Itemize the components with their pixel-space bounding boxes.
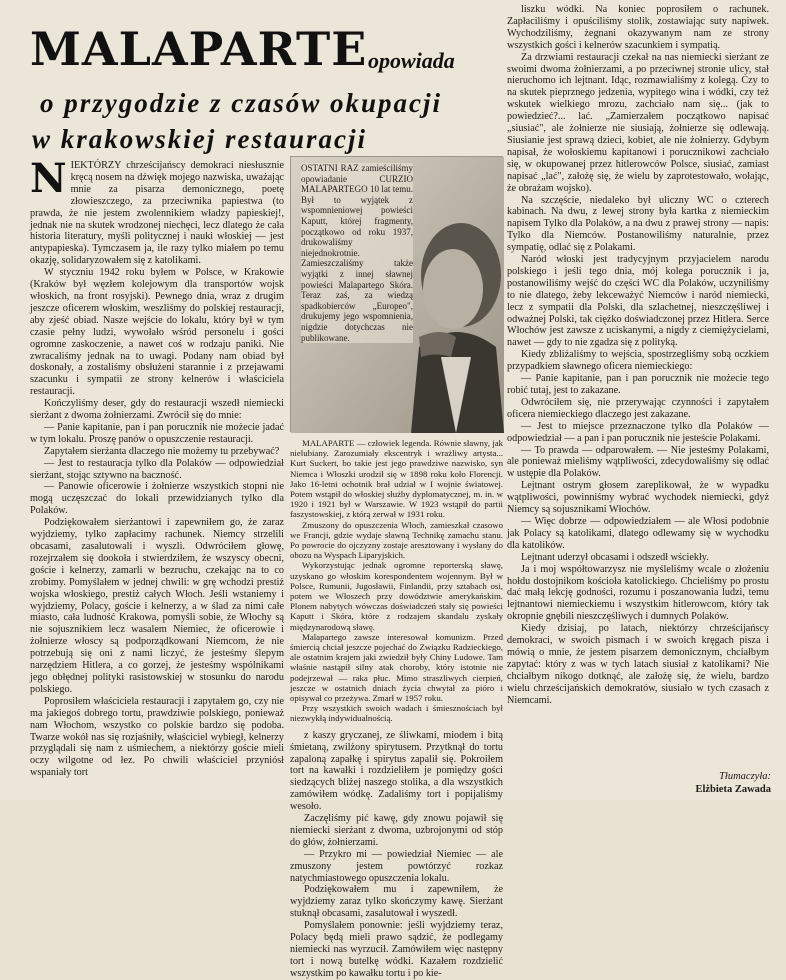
left-paragraphs bbox=[30, 267, 284, 779]
paragraph: — Więc dobrze — odpowiedziałem — ale Włosi podobnie jak Polacy są katolikami, dlatego odlewamy się w wychodku dla katolików. bbox=[507, 515, 769, 551]
left-column bbox=[30, 155, 284, 798]
paragraph: Podziękowałem sierżantowi i zapewniłem go, że zaraz wyjdziemy, tylko zapłacimy rachunek. Niemcy strzelili obcasami, zasalutowali i wyszli. Odwróciłem głowę, rozejrzałem się dookoła i stwierdziłem, że wszyscy obecni, goście i kelnerzy, zamarli w bezruchu, czekając na to co zrobimy. Pomyślałem w jednej chwili: w grę wchodzi prestiż wojska włoskiego, prestiż całych Włoch. Jeśli wstaniemy i wyjdziemy, Polacy, goście i kelnerzy, a w ślad za nimi całe miasto, cała ludność Krakowa, pomyśli sobie, że Włochy są nie sojusznikiem lecz wasalem Niemiec, że oficerowie i żołnierze włoscy są podporządkowani Niemcom, że nie potrzebują się oni z nami liczyć, że jesteśmy ślepym narzędziem Hitlera, a co gorzej, że jesteśmy wspólnikami jego obłędnej polityki rasistowskiej w stosunku do narodu polskiego. bbox=[30, 517, 284, 695]
headline-author: MALAPARTE bbox=[30, 22, 368, 76]
author-bio bbox=[290, 438, 503, 724]
author-photo bbox=[290, 156, 503, 432]
paragraph: liszku wódki. Na koniec poprosiłem o rachunek. Zapłaciliśmy i opuściliśmy stolik, zostawiając suty napiwek. Wychodziliśmy, żegnani okazywanym nam ze strony wszystkich gości i kelnerów szacunkiem i sympatią. bbox=[507, 4, 769, 51]
paragraph: Podziękowałem mu i zapewniłem, że wyjdziemy zaraz tylko skończymy kawę. Sierżant stuknął obcasami, zasalutował i wyszedł. bbox=[290, 884, 503, 920]
paragraph: Za drzwiami restauracji czekał na nas niemiecki sierżant ze swoimi dwoma żołnierzami, a po przeciwnej stronie ulicy, stał nieruchomo ich lejtnant. Idąc, rozmawialiśmy z kolegą. Czy to na skutek pieprznego jedzenia, wypitego wina i wódki, czy też wskutek wielkiego mrozu, zachciało nam się... (jak to powiedzieć?... lać. „Zamierzałem początkowo napisać „siusiać", ale żołnierze nie siusiają, żołnierze się odlewają. Siusianie jest sprawą dzieci, kobiet, ale nie żołnierzy. Gdybym napisał, że wołoskiemu kapitanowi i porucznikowi zachciało się, w okupowanej przez hitlerowców Polsce, siusiać, zamiast napisać „lać", założę się, że wielu by zaprotestowało, wołając, że obrażam wojsko). bbox=[507, 51, 769, 194]
paragraph: Zaczęliśmy pić kawę, gdy znowu pojawił się niemiecki sierżant z dwoma, uzbrojonymi od stóp do głów, żołnierzami. bbox=[290, 813, 503, 848]
middle-paragraphs bbox=[290, 730, 503, 980]
paragraph: — Jest to restauracja tylko dla Polaków — odpowiedział sierżant, stojąc sztywno na baczność. bbox=[30, 457, 284, 481]
paragraph: Kiedy zbliżaliśmy to wejścia, spostrzegliśmy sobą oczkiem przypadkiem sławnego oficera niemieckiego: bbox=[507, 349, 769, 373]
paragraph: — Panie kapitanie, pan i pan porucznik nie możecie tego robić tutaj, jest to zakazane. bbox=[507, 373, 769, 396]
paragraph: — To prawda — odparowałem. — Nie jesteśmy Polakami, ale ponieważ mieliśmy wątpliwości, zdecydowaliśmy się odlać w ustępie dla Polaków. bbox=[507, 444, 769, 480]
paragraph: Odwróciłem się, nie przerywając czynności i zapytałem oficera niemieckiego dlaczego jest zakazane. bbox=[507, 396, 769, 420]
paragraph: — Panie kapitanie, pan i pan porucznik nie możecie jadać w tym lokalu. Proszę panów o opuszczenie restauracji. bbox=[30, 421, 284, 445]
paragraph: Pomyślałem ponownie: jeśli wyjdziemy teraz, Polacy będą mieli prawo sądzić, że podlegamy niemiecki nas wyrzucił. Zamówiłem więc następny tort i nową butelkę wódki. Kazałem rozdzielić wszystkim po kawałku tortu i po kie- bbox=[290, 920, 503, 979]
headline-line-2: o przygodzie z czasów okupacji bbox=[40, 88, 443, 118]
paragraph: — Jest to miejsce przeznaczone tylko dla Polaków — odpowiedział — a pan i pan porucznik nie jesteście Polakami. bbox=[507, 420, 769, 444]
opening-paragraph bbox=[30, 155, 284, 267]
translator-credit bbox=[655, 770, 771, 796]
bio-paragraph: Przy wszystkich swoich wadach i śmiesznościach był niezwykłą indywidualnością. bbox=[290, 703, 503, 724]
right-column bbox=[507, 4, 769, 798]
paragraph: — Panowie oficerowie i żołnierze wszystkich stopni nie mogą uczęszczać do lokali przewidzianych tylko dla Polaków. bbox=[30, 481, 284, 517]
paragraph: Na szczęście, niedaleko był uliczny WC o czterech kabinach. Na dwu, z lewej strony była kartka z niemieckim napisem Tylko dla Polaków, a na dwu z prawej strony — napis: Tylko dla Niemców. Postanowiliśmy naturalnie, przez sympatię, odlać się z Polakami. bbox=[507, 194, 769, 254]
bio-paragraph: MALAPARTE — człowiek legenda. Równie sławny, jak nielubiany. Zarozumiały ekscentryk i wrażliwy artysta... Kurt Suckert, bo takie jest jego prawdziwe nazwisko, syn Niemca i Włoszki urodził się w 1898 roku koło Florencji. Jako 16-letni ochotnik brał udział w I wojnie światowej. Potem wstąpił do włoskiej służby dyplomatycznej, m. in. w 1920 i 1921 był w Warszawie. W 1923 wstąpił do partii faszystowskiej, z którą zerwał w 1931 roku. bbox=[290, 438, 503, 520]
middle-column bbox=[290, 156, 503, 979]
bio-paragraph: Zmuszony do opuszczenia Włoch, zamieszkał czasowo we Francji, gdzie wydaje sławną Technikę zamachu stanu. Po powrocie do ojczyzny zostaje aresztowany i wysłany do obozu na Wyspach Liparyjskich. bbox=[290, 519, 503, 561]
photo-caption: OSTATNI RAZ zamieściliśmy opowiadanie CURZIO MALAPARTEGO 10 lat temu. Był to wyjątek z wspomnieniowej powieści Kaputt, której fragmenty, początkowo od roku 1937, drukowaliśmy niejednokrotnie. Zamieszczaliśmy także wyjątki z innej sławnej powieści Malapartego Skóra. Teraz zaś, za wiedzą spadkobierców „Europeo", drukujemy jego wspomnienia, nigdzie dotychczas nie publikowane. bbox=[301, 163, 413, 343]
bio-paragraph: Wykorzystując jednak ogromne reporterską sławę, uzyskano go włoskim korespondentem wojennym. Był w Polsce, Rumunii, Jugosławii, Finlandii, przy sztabach osi, potem we Włoszech przy dowództwie amerykańskim. Plonem nabytych wówczas doświadczeń stały się powieści Kaputt i Skóra, które z rodzajem skandalu zyskały międzynarodową sławę. bbox=[290, 560, 503, 632]
paragraph: Lejtnant uderzył obcasami i odszedł wściekły. bbox=[521, 551, 709, 563]
headline-verb: opowiada bbox=[368, 48, 455, 73]
paragraph: Kończyliśmy deser, gdy do restauracji wszedł niemiecki sierżant z dwoma żołnierzami. Zwrócił się do mnie: bbox=[30, 398, 284, 422]
translator-label: Tłumaczyła: bbox=[719, 771, 771, 782]
paragraph: Kiedy dzisiaj, po latach, niektórzy chrześcijańscy demokraci, w swoich pismach i w swoich kręgach pisza i mówią o mnie, że jestem pisarzem demonicznym, chciałbym zapytać: który z was w tych latach siusiał z katolikami? Nie chciałbym nikogo dotknąć, ale założę się, że wielu, bardzo wielu chrześcijańskich demokratów, siusiało w tych czasach z Niemcami. bbox=[507, 623, 769, 706]
paragraph: Naród włoski jest tradycyjnym przyjacielem narodu polskiego i jeśli tego dnia, mój kolega porucznik i ja, postanowiliśmy wejść do części WC dla Polaków, uczyniliśmy to nie dlatego, żeby lekceważyć Niemców i naród niemiecki, lecz z sympatii dla Polski, dla szlachetnej, nieszczęśliwej i odważnej Polski, tak ciężko doświadczonej przez Hitlera. Serce Włochów jest zawsze z uciskanymi, a nigdy z ciemiężycielami, nawet — gdy to nie zgadza się z polityką. bbox=[507, 254, 769, 349]
translator-name: Elżbieta Zawada bbox=[695, 784, 771, 795]
paragraph: — Przykro mi — powiedział Niemiec — ale zmuszony jestem powtórzyć rozkaz natychmiastowego opuszczenia lokalu. bbox=[290, 848, 503, 884]
headline-line-3: w krakowskiej restauracji bbox=[32, 124, 368, 154]
paragraph: z kaszy gryczanej, ze śliwkami, miodem i bitą śmietaną, zwilżony spirytusem. Przytknął do tortu zapaloną zapałkę i spirytus zapalił się. Pokroiłem tort na kawałki i rozdzieliłem je pomiędzy gości siedzących bliżej naszego stolika, a dla wszystkich zamówiłem wódkę. Zadaliśmy tort i popijaliśmy wesoło. bbox=[290, 729, 503, 813]
paragraph: W styczniu 1942 roku byłem w Polsce, w Krakowie (Kraków był węzłem kolejowym dla transportów wojsk włoskich, na front rosyjski). Pewnego dnia, wraz z drugim jeszcze oficerem włoskim, weszliśmy do polskiej restauracji, aby zjeść obiad. Nasze wejście do lokalu, który był w tym czasie pełny ludzi, wywołało wśród personelu i gości ogromne zaskoczenie, a nawet coś w rodzaju paniki. Nie zwracaliśmy jednak na to uwagi. Podany nam obiad był doskonały, a zostaliśmy obsłużeni starannie i z przejawami szacunku i sympatii ze strony kelnerów i właściciela restauracji. bbox=[30, 267, 284, 398]
paragraph: Poprosiłem właściciela restauracji i zapytałem go, czy nie ma jakiegoś dobrego tortu, prawdziwie polskiego, ponieważ nam Włochom, wszystko co polskie bardzo się podoba. Twarze wokół nas się rozjaśniły, właściciel wybiegł, kelnerzy przyglądali się nam z uśmiechem, a niektórzy goście mieli oczy wilgotne od łez. Po chwili właściciel przyniósł wspaniały tort bbox=[30, 695, 284, 779]
right-paragraphs bbox=[507, 4, 769, 706]
drop-cap: N bbox=[30, 155, 67, 202]
opening-text: IEKTÓRZY chrześcijańscy demokraci niesłusznie kręcą nosem na dźwięk mojego nazwiska, uważając mnie za pisarza demonicznego, poetę złowieszczego, za przeciwnika papiestwa (to prawda, że nie jestem zwolennikiem władzy papieskiej!, jednak nie na skutek wrodzonej niechęci, lecz dlatego że cała historia literatury, myśli politycznej i nauki włoskiej — jest antypapieska). Tymczasem ja, ile razy tylko miałem po temu okazję, solidaryzowałem się z katolikami. bbox=[30, 160, 284, 267]
paragraph: Lejtnant ostrym głosem zareplikował, że w wypadku wątpliwości, powinniśmy wybrać wychodek niemiecki, gdyż Niemcy są sojusznikami Włochów. bbox=[507, 480, 769, 516]
paragraph: Zapytałem sierżanta dlaczego nie możemy tu przebywać? bbox=[44, 445, 280, 457]
bio-paragraph: Malapartego zawsze interesował komunizm. Przed śmiercią chciał jeszcze pojechać do Związku Radzieckiego, ale ostatnim krajem jaki zwiedził były Chiny Ludowe. Tam właśnie nastąpił silny atak choroby, który istotnie nie podejrzewał — raka płuc. Mimo straszliwych cierpień, jeszcze w ostatnich dniach życia chwytał za pióro i opisywał co przeżywa. Zmarł w 1957 roku. bbox=[290, 631, 503, 704]
paragraph: Ja i moj współtowarzysz nie myśleliśmy wcale o złożeniu hołdu dostojnikom kościoła katolickiego. Chcieliśmy po prostu dać małą lekcję godności, rozumu i poszanowania ludzi, temu lejtnantowi niemieckiemu i wszystkim hitlerowcom, który tak okropnie gnębili nieszczęśliwych i dumnych Polaków. bbox=[507, 563, 769, 623]
